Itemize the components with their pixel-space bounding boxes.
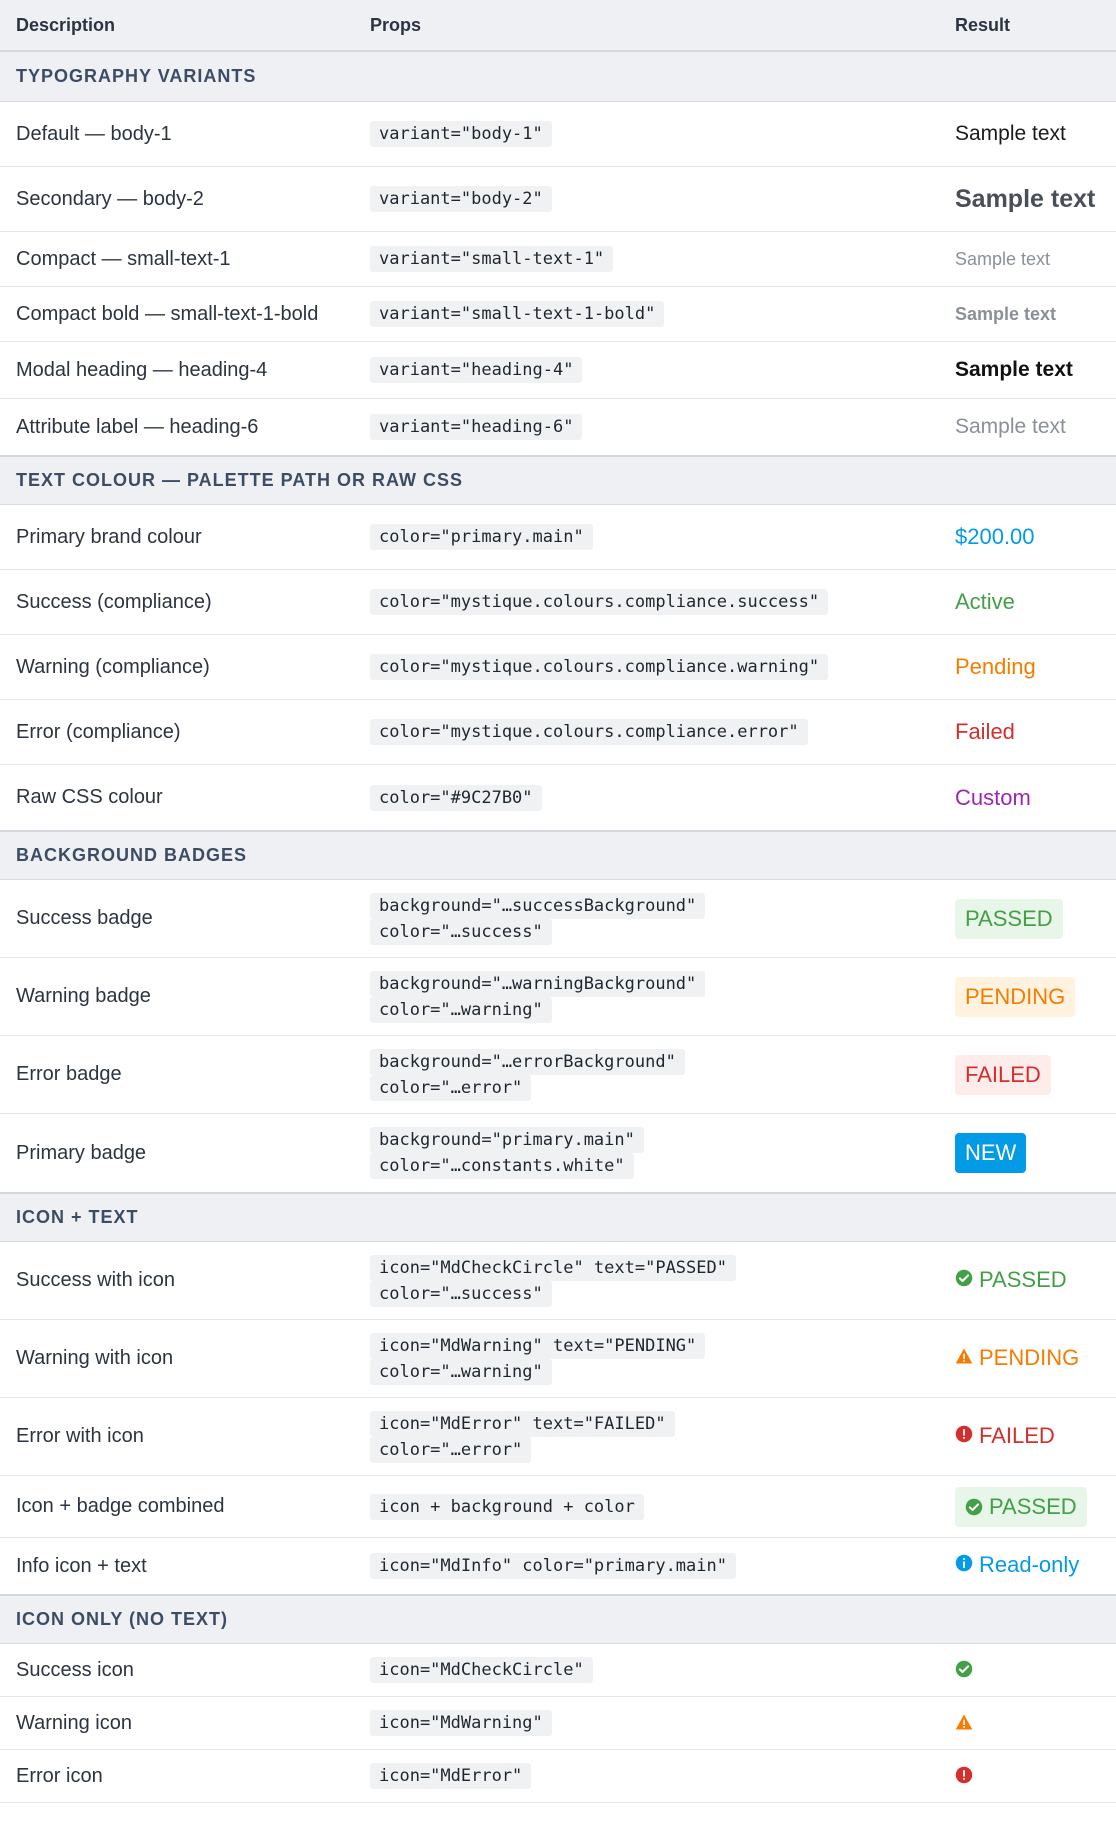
table-row [0, 700, 1116, 765]
section-icon-text: ICON + TEXT [0, 1192, 1116, 1242]
table-row [0, 1036, 1116, 1114]
result-info-with-icon [939, 1552, 1116, 1580]
props-code: variant="small-text-1-bold" [370, 301, 664, 327]
props-code: color="mystique.colours.compliance.warning" [370, 654, 828, 680]
row-description: Warning badge [16, 985, 151, 1007]
table-row [0, 1697, 1116, 1750]
result-success-with-icon [939, 1267, 1116, 1295]
props-code: variant="heading-4" [370, 357, 582, 383]
result-success-text: Active [955, 589, 1015, 614]
props-code: color="primary.main" [370, 524, 593, 550]
props-code: color="mystique.colours.compliance.error" [370, 719, 808, 745]
row-description: Raw CSS colour [16, 786, 163, 808]
result-custom-text: Custom [955, 784, 1031, 810]
primary-badge: NEW [955, 1133, 1026, 1173]
header-description: Description [16, 14, 116, 35]
props-code: background="…errorBackground" color="…error" [370, 1049, 685, 1101]
success-icon-badge [955, 1487, 1087, 1527]
row-description: Info icon + text [16, 1554, 147, 1577]
props-code: background="…warningBackground" color="…warning" [370, 971, 705, 1023]
row-description: Warning with icon [16, 1347, 174, 1369]
result-warning-text: Pending [955, 654, 1036, 679]
props-code: variant="body-2" [370, 186, 552, 212]
row-description: Default — body-1 [16, 122, 172, 145]
row-description: Error badge [16, 1063, 122, 1085]
table-row [0, 342, 1116, 399]
result-primary-text: $200.00 [955, 524, 1035, 549]
row-description: Success badge [16, 907, 153, 929]
row-description: Error icon [16, 1764, 103, 1787]
table-header [0, 0, 1116, 52]
props-code: icon="MdWarning" [370, 1710, 552, 1736]
section-background-badges: BACKGROUND BADGES [0, 830, 1116, 880]
props-code: icon="MdInfo" color="primary.main" [370, 1553, 736, 1579]
table-row [0, 635, 1116, 700]
result-sample: Sample text [955, 303, 1057, 324]
table-row [0, 880, 1116, 958]
table-row [0, 232, 1116, 287]
success-badge: PASSED [955, 899, 1063, 939]
table-row [0, 570, 1116, 635]
props-code: color="#9C27B0" [370, 785, 542, 811]
result-label: Read-only [979, 1552, 1080, 1577]
error-icon [955, 1766, 973, 1784]
table-row [0, 765, 1116, 830]
table-row [0, 167, 1116, 232]
check-circle-icon [955, 1269, 973, 1287]
row-description: Secondary — body-2 [16, 187, 204, 210]
row-description: Success (compliance) [16, 590, 212, 613]
result-sample: Sample text [955, 248, 1051, 269]
result-label: PENDING [979, 1344, 1080, 1370]
row-description: Success icon [16, 1658, 134, 1681]
result-error-with-icon [939, 1423, 1116, 1451]
result-icon-badge [939, 1487, 1116, 1527]
table-row [0, 102, 1116, 167]
table-row [0, 1320, 1116, 1398]
header-result: Result [955, 14, 1011, 35]
warning-icon [955, 1347, 973, 1365]
table-row [0, 1644, 1116, 1697]
result-icon-only [939, 1763, 1116, 1789]
result-error-text: Failed [955, 719, 1015, 744]
props-code: icon="MdError" text="FAILED" color="…error" [370, 1411, 675, 1463]
error-icon [955, 1425, 973, 1443]
result-sample: Sample text [955, 184, 1096, 213]
table-row [0, 1476, 1116, 1538]
table-row [0, 1242, 1116, 1320]
result-icon-only [939, 1657, 1116, 1683]
result-sample: Sample text [955, 358, 1073, 381]
props-code: icon="MdCheckCircle" [370, 1657, 593, 1683]
check-circle-icon [955, 1660, 973, 1678]
row-description: Warning (compliance) [16, 655, 210, 678]
result-label: PASSED [979, 1266, 1067, 1292]
row-description: Compact — small-text-1 [16, 247, 231, 270]
table-row [0, 958, 1116, 1036]
result-sample: Sample text [955, 122, 1066, 145]
row-description: Primary brand colour [16, 525, 202, 548]
table-row [0, 505, 1116, 570]
error-badge: FAILED [955, 1055, 1051, 1095]
info-icon [955, 1554, 973, 1572]
row-description: Compact bold — small-text-1-bold [16, 302, 319, 325]
props-code: variant="small-text-1" [370, 246, 613, 272]
header-props: Props [370, 14, 422, 35]
props-code: variant="body-1" [370, 121, 552, 147]
props-code: background="primary.main" color="…constants.white" [370, 1127, 644, 1179]
row-description: Success with icon [16, 1269, 175, 1291]
props-code: color="mystique.colours.compliance.success" [370, 589, 828, 615]
table-row [0, 399, 1116, 455]
warning-badge: PENDING [955, 977, 1075, 1017]
table-row [0, 1538, 1116, 1594]
result-sample: Sample text [955, 415, 1066, 438]
result-warning-with-icon [939, 1345, 1116, 1373]
check-circle-icon [965, 1498, 983, 1516]
table-row [0, 1114, 1116, 1192]
props-code: icon="MdWarning" text="PENDING" color="…warning" [370, 1333, 705, 1385]
result-icon-only [939, 1710, 1116, 1736]
row-description: Error (compliance) [16, 720, 181, 743]
table-row [0, 1398, 1116, 1476]
row-description: Warning icon [16, 1711, 132, 1734]
row-description: Primary badge [16, 1141, 147, 1164]
warning-icon [955, 1713, 973, 1731]
section-icon-only: ICON ONLY (NO TEXT) [0, 1594, 1116, 1644]
section-text-colour: TEXT COLOUR — PALETTE PATH OR RAW CSS [0, 455, 1116, 505]
row-description: Modal heading — heading-4 [16, 358, 268, 381]
row-description: Icon + badge combined [16, 1495, 225, 1517]
section-typography: TYPOGRAPHY VARIANTS [0, 52, 1116, 102]
props-code: background="…successBackground" color="…success" [370, 893, 705, 945]
props-code: icon="MdCheckCircle" text="PASSED" color="…success" [370, 1255, 736, 1307]
row-description: Error with icon [16, 1425, 144, 1447]
table-row [0, 1750, 1116, 1803]
table-row [0, 287, 1116, 342]
row-description: Attribute label — heading-6 [16, 415, 259, 438]
result-label: FAILED [979, 1422, 1055, 1448]
result-label: PASSED [989, 1493, 1077, 1519]
props-code: icon + background + color [370, 1494, 644, 1520]
props-code: variant="heading-6" [370, 414, 582, 440]
props-code: icon="MdError" [370, 1763, 531, 1789]
